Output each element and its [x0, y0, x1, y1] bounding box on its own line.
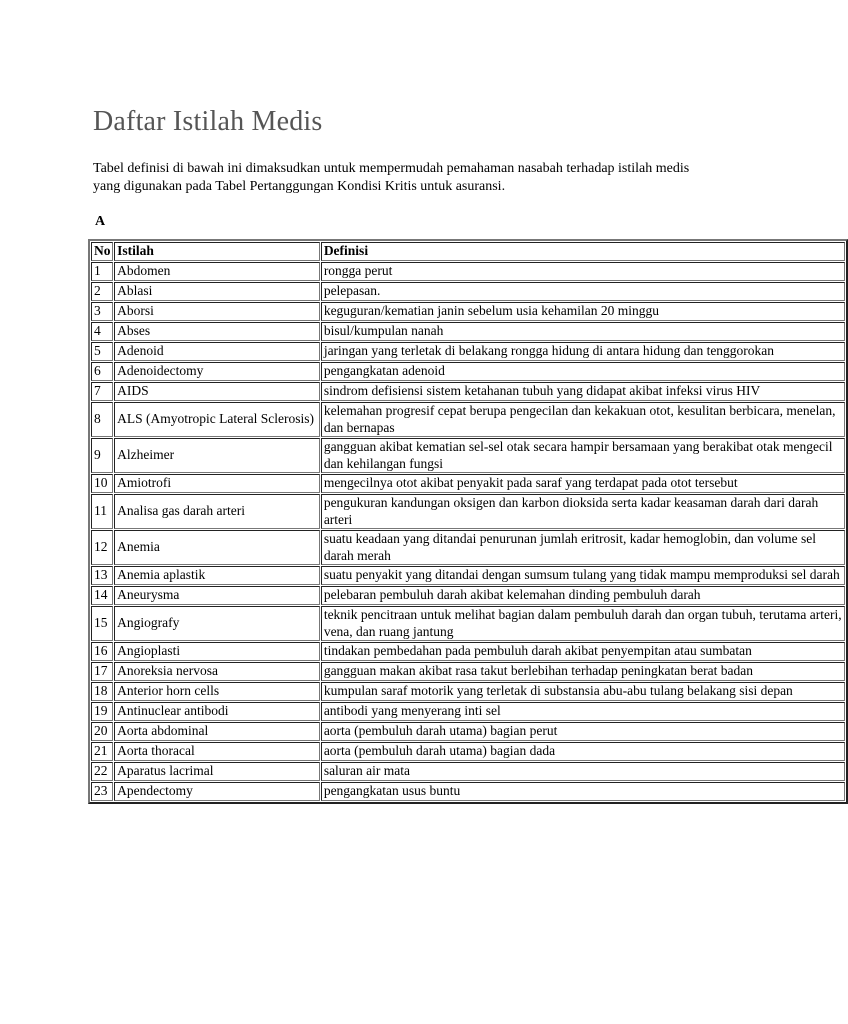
row-definition: rongga perut [321, 262, 845, 281]
row-number: 9 [91, 438, 113, 473]
intro-paragraph: Tabel definisi di bawah ini dimaksudkan untuk mempermudah pemahaman nasabah terhadap istilah medis yang digunakan pada Tabel Pertanggungan Kondisi Kritis untuk asuransi. [93, 161, 690, 194]
table-row [91, 322, 845, 341]
row-number: 19 [91, 702, 113, 721]
row-term: Aborsi [114, 302, 320, 321]
table-row [91, 742, 845, 761]
row-definition: suatu keadaan yang ditandai penurunan jumlah eritrosit, kadar hemoglobin, dan volume sel darah merah [321, 530, 845, 565]
row-definition: gangguan akibat kematian sel-sel otak secara hampir bersamaan yang berakibat otak mengecil dan kehilangan fungsi [321, 438, 845, 473]
row-number: 18 [91, 682, 113, 701]
row-term: Abdomen [114, 262, 320, 281]
table-row [91, 474, 845, 493]
row-term: Adenoid [114, 342, 320, 361]
row-term: Amiotrofi [114, 474, 320, 493]
row-term: ALS (Amyotropic Lateral Sclerosis) [114, 402, 320, 437]
row-number: 6 [91, 362, 113, 381]
table-row [91, 302, 845, 321]
row-term: Aorta abdominal [114, 722, 320, 741]
row-number: 15 [91, 606, 113, 641]
row-number: 7 [91, 382, 113, 401]
row-definition: kelemahan progresif cepat berupa pengecilan dan kekakuan otot, kesulitan berbicara, menelan, dan bernapas [321, 402, 845, 437]
terms-table-container [88, 239, 842, 804]
row-definition: tindakan pembedahan pada pembuluh darah akibat penyempitan atau sumbatan [321, 642, 845, 661]
row-term: Ablasi [114, 282, 320, 301]
row-term: AIDS [114, 382, 320, 401]
row-term: Abses [114, 322, 320, 341]
row-number: 14 [91, 586, 113, 605]
table-row [91, 342, 845, 361]
row-number: 22 [91, 762, 113, 781]
row-definition: bisul/kumpulan nanah [321, 322, 845, 341]
row-definition: pelebaran pembuluh darah akibat kelemahan dinding pembuluh darah [321, 586, 845, 605]
row-number: 2 [91, 282, 113, 301]
header-definition: Definisi [321, 242, 845, 261]
row-number: 5 [91, 342, 113, 361]
table-row [91, 642, 845, 661]
row-number: 13 [91, 566, 113, 585]
row-term: Alzheimer [114, 438, 320, 473]
row-number: 17 [91, 662, 113, 681]
row-definition: pengukuran kandungan oksigen dan karbon dioksida serta kadar keasaman darah dari darah arteri [321, 494, 845, 529]
page-title: Daftar Istilah Medis [93, 106, 323, 137]
row-term: Anemia aplastik [114, 566, 320, 585]
row-number: 8 [91, 402, 113, 437]
table-row [91, 282, 845, 301]
table-row [91, 762, 845, 781]
table-row [91, 606, 845, 641]
row-number: 1 [91, 262, 113, 281]
table-row [91, 782, 845, 801]
section-heading: A [95, 214, 106, 229]
row-term: Aparatus lacrimal [114, 762, 320, 781]
row-term: Angioplasti [114, 642, 320, 661]
table-row [91, 702, 845, 721]
table-row [91, 530, 845, 565]
table-row [91, 494, 845, 529]
document-page [93, 104, 768, 245]
table-row [91, 362, 845, 381]
table-body [91, 262, 845, 801]
row-term: Adenoidectomy [114, 362, 320, 381]
row-definition: pengangkatan adenoid [321, 362, 845, 381]
table-header-row [91, 242, 845, 261]
row-term: Analisa gas darah arteri [114, 494, 320, 529]
row-definition: suatu penyakit yang ditandai dengan sumsum tulang yang tidak mampu memproduksi sel darah [321, 566, 845, 585]
row-definition: sindrom defisiensi sistem ketahanan tubuh yang didapat akibat infeksi virus HIV [321, 382, 845, 401]
row-term: Anemia [114, 530, 320, 565]
row-term: Apendectomy [114, 782, 320, 801]
row-term: Anterior horn cells [114, 682, 320, 701]
row-number: 3 [91, 302, 113, 321]
table-row [91, 662, 845, 681]
row-term: Antinuclear antibodi [114, 702, 320, 721]
table-row [91, 722, 845, 741]
table-row [91, 262, 845, 281]
header-no: No [91, 242, 113, 261]
row-definition: kumpulan saraf motorik yang terletak di substansia abu-abu tulang belakang sisi depan [321, 682, 845, 701]
row-term: Angiografy [114, 606, 320, 641]
row-number: 4 [91, 322, 113, 341]
row-term: Aorta thoracal [114, 742, 320, 761]
row-definition: keguguran/kematian janin sebelum usia kehamilan 20 minggu [321, 302, 845, 321]
table-row [91, 402, 845, 437]
row-definition: gangguan makan akibat rasa takut berlebihan terhadap peningkatan berat badan [321, 662, 845, 681]
row-number: 21 [91, 742, 113, 761]
terms-table [88, 239, 848, 804]
row-definition: aorta (pembuluh darah utama) bagian dada [321, 742, 845, 761]
row-definition: mengecilnya otot akibat penyakit pada saraf yang terdapat pada otot tersebut [321, 474, 845, 493]
row-number: 16 [91, 642, 113, 661]
row-definition: jaringan yang terletak di belakang rongga hidung di antara hidung dan tenggorokan [321, 342, 845, 361]
header-term: Istilah [114, 242, 320, 261]
table-row [91, 566, 845, 585]
row-term: Anoreksia nervosa [114, 662, 320, 681]
row-definition: antibodi yang menyerang inti sel [321, 702, 845, 721]
row-number: 10 [91, 474, 113, 493]
row-number: 23 [91, 782, 113, 801]
row-term: Aneurysma [114, 586, 320, 605]
table-row [91, 382, 845, 401]
row-number: 20 [91, 722, 113, 741]
row-definition: pelepasan. [321, 282, 845, 301]
table-row [91, 438, 845, 473]
row-definition: saluran air mata [321, 762, 845, 781]
row-definition: teknik pencitraan untuk melihat bagian dalam pembuluh darah dan organ tubuh, terutama arteri, vena, dan ruang jantung [321, 606, 845, 641]
row-number: 12 [91, 530, 113, 565]
table-row [91, 586, 845, 605]
table-row [91, 682, 845, 701]
row-definition: aorta (pembuluh darah utama) bagian perut [321, 722, 845, 741]
row-definition: pengangkatan usus buntu [321, 782, 845, 801]
row-number: 11 [91, 494, 113, 529]
